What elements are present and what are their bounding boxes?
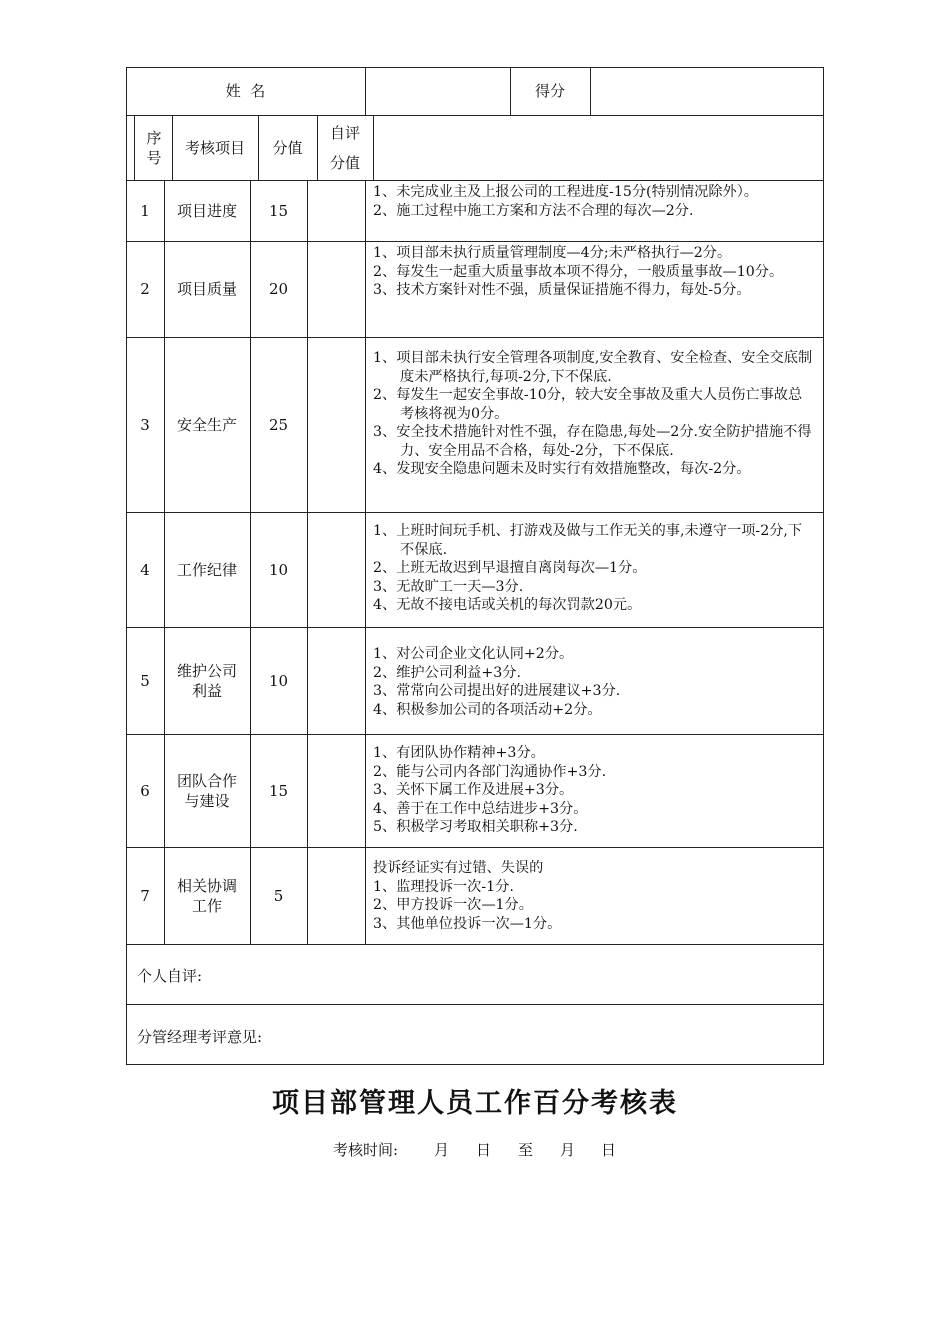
row-item: 相关协调工作 [176, 876, 237, 915]
criteria-line: 4、善于在工作中总结进步+3分。 [373, 800, 588, 817]
row-points: 15 [268, 201, 289, 220]
row-item: 项目质量 [176, 280, 237, 298]
criteria-line: 2、每发生一起重大质量事故本项不得分，一般质量事故—10分。 [373, 263, 784, 280]
row-self-score-field[interactable] [308, 847, 365, 944]
period-month-end: 月 [560, 1141, 576, 1159]
criteria-line: 3、安全技术措施针对性不强，存在隐患,每处—2分.安全防护措施不得力、安全用品不合格，每处-2分，下不保底. [373, 424, 812, 459]
score-field[interactable] [591, 68, 823, 115]
row-self-score-field[interactable] [308, 627, 365, 734]
row-self-score-field[interactable] [308, 180, 365, 241]
row-points: 5 [273, 886, 284, 905]
row-points: 15 [268, 781, 289, 800]
period-month-start: 月 [434, 1141, 450, 1159]
row-seq: 5 [140, 671, 150, 690]
self-review-field[interactable] [230, 946, 822, 1003]
row-seq: 2 [140, 280, 150, 298]
row-criteria [373, 645, 821, 719]
row-self-score-field[interactable] [308, 734, 365, 847]
criteria-line: 3、关怀下属工作及进展+3分。 [373, 782, 574, 798]
row-self-score-field[interactable] [308, 241, 365, 337]
period-to: 至 [518, 1141, 534, 1159]
manager-review-label: 分管经理考评意见: [137, 1028, 263, 1046]
row-item: 团队合作与建设 [176, 771, 237, 810]
criteria-line: 1、对公司企业文化认同+2分。 [373, 646, 574, 662]
criteria-line: 2、维护公司利益+3分. [373, 664, 521, 681]
criteria-line: 1、有团队协作精神+3分。 [373, 745, 545, 761]
row-points: 25 [268, 415, 289, 434]
column-header-seq: 序号 [146, 128, 162, 167]
assessment-period [0, 1139, 950, 1163]
row-criteria [373, 522, 821, 615]
column-header-self-score: 自评分值 [329, 123, 360, 172]
row-points: 10 [268, 671, 289, 690]
row-points: 10 [268, 560, 289, 579]
row-criteria [373, 183, 821, 220]
criteria-line: 2、每发生一起安全事故-10分，较大安全事故及重大人员伤亡事故总考核将视为0分。 [373, 387, 803, 422]
period-day-start: 日 [476, 1141, 492, 1159]
row-item: 工作纪律 [176, 560, 237, 579]
row-seq: 1 [140, 201, 150, 220]
name-field[interactable] [366, 68, 510, 115]
row-self-score-field[interactable] [308, 337, 365, 512]
criteria-line: 3、常常向公司提出好的进展建议+3分. [373, 683, 621, 699]
row-points: 20 [268, 280, 289, 298]
score-label: 得分 [534, 82, 565, 100]
row-item: 安全生产 [176, 415, 237, 434]
row-criteria [373, 244, 821, 300]
row-criteria [373, 744, 821, 837]
criteria-line: 2、施工过程中施工方案和方法不合理的每次—2分. [373, 202, 694, 219]
name-label: 姓 名 [225, 82, 266, 100]
criteria-line: 2、能与公司内各部门沟通协作+3分. [373, 763, 607, 780]
criteria-line: 1、上班时间玩手机、打游戏及做与工作无关的事,未遵守一项-2分,下不保底. [373, 523, 803, 558]
self-review-label: 个人自评: [137, 967, 203, 985]
criteria-line: 1、未完成业主及上报公司的工程进度-15分(特别情况除外）。 [373, 184, 758, 200]
criteria-line: 2、上班无故迟到早退擅自离岗每次—1分。 [373, 560, 647, 576]
criteria-line: 2、甲方投诉一次—1分。 [373, 897, 533, 913]
criteria-line: 1、监理投诉一次-1分. [373, 878, 514, 895]
row-seq: 4 [140, 560, 150, 579]
period-day-end: 日 [601, 1141, 617, 1159]
criteria-line: 1、项目部未执行安全管理各项制度,安全教育、安全检查、安全交底制度未严格执行,每项-2分,下不保底. [373, 350, 813, 385]
row-criteria [373, 349, 821, 479]
criteria-line: 投诉经证实有过错、失误的 [373, 860, 544, 876]
criteria-line: 4、无故不接电话或关机的每次罚款20元。 [373, 597, 642, 613]
criteria-line: 3、其他单位投诉一次—1分。 [373, 915, 562, 932]
row-criteria [373, 859, 821, 933]
row-item: 项目进度 [176, 201, 237, 220]
page-title: 项目部管理人员工作百分考核表 [272, 1088, 678, 1119]
period-label: 考核时间: [333, 1141, 399, 1159]
row-seq: 6 [140, 781, 150, 800]
row-item: 维护公司利益 [176, 661, 237, 700]
criteria-line: 3、无故旷工一天—3分. [373, 578, 524, 595]
criteria-line: 1、项目部未执行质量管理制度—4分;未严格执行—2分。 [373, 245, 732, 261]
criteria-line: 5、积极学习考取相关职称+3分. [373, 819, 578, 835]
column-header-item: 考核项目 [184, 138, 245, 157]
column-header-points: 分值 [272, 138, 303, 157]
criteria-line: 4、发现安全隐患问题未及时实行有效措施整改，每次-2分。 [373, 461, 751, 477]
manager-review-field[interactable] [290, 1006, 822, 1063]
criteria-line: 3、技术方案针对性不强，质量保证措施不得力，每处-5分。 [373, 282, 751, 298]
row-seq: 3 [140, 415, 150, 434]
criteria-line: 4、积极参加公司的各项活动+2分。 [373, 701, 602, 718]
row-self-score-field[interactable] [308, 512, 365, 627]
row-seq: 7 [140, 886, 150, 905]
